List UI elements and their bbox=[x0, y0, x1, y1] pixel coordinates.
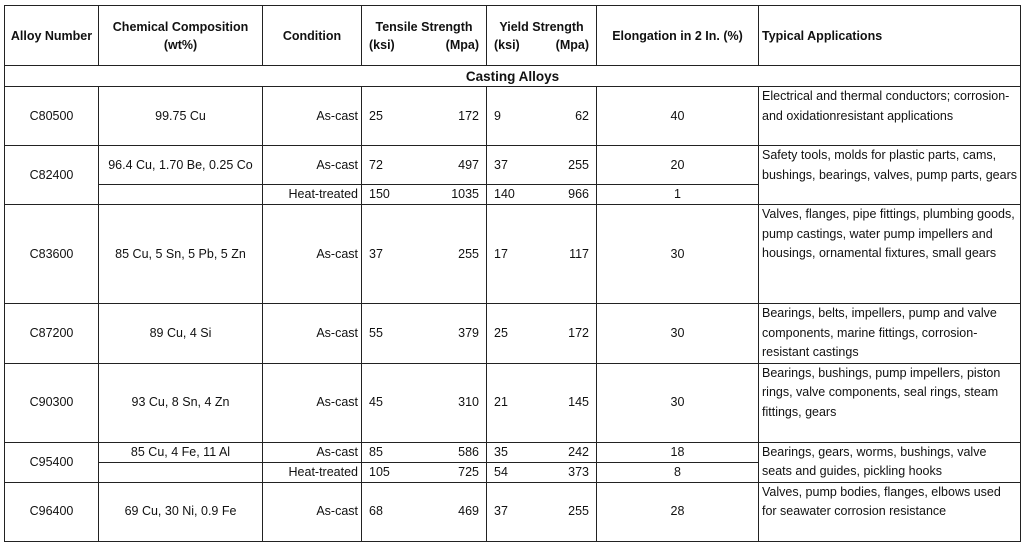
cell-yield-strength bbox=[487, 363, 597, 442]
cell-alloy-number: C80500 bbox=[5, 87, 99, 146]
cell-yield-strength bbox=[487, 442, 597, 462]
table-row bbox=[5, 482, 1021, 541]
cell-alloy-number: C95400 bbox=[5, 442, 99, 482]
cell-tensile-ksi: 55 bbox=[369, 325, 383, 340]
cell-yield-strength bbox=[487, 185, 597, 205]
cell-yield-mpa: 255 bbox=[568, 504, 589, 518]
cell-yield-ksi: 140 bbox=[494, 187, 515, 201]
cell-yield-mpa: 62 bbox=[575, 108, 589, 123]
cell-yield-strength bbox=[487, 205, 597, 304]
cell-tensile-ksi: 68 bbox=[369, 504, 383, 518]
cell-tensile-strength bbox=[362, 363, 487, 442]
header-yield-units bbox=[490, 36, 593, 54]
cell-elongation: 28 bbox=[597, 482, 759, 541]
cell-tensile-mpa: 586 bbox=[458, 444, 479, 459]
table-row bbox=[5, 87, 1021, 146]
cell-tensile-ksi: 25 bbox=[369, 108, 383, 123]
cell-yield-mpa: 966 bbox=[568, 187, 589, 201]
cell-elongation: 40 bbox=[597, 87, 759, 146]
header-tensile-ksi: (ksi) bbox=[369, 37, 395, 52]
cell-tensile-strength bbox=[362, 462, 487, 482]
cell-yield-mpa: 242 bbox=[568, 444, 589, 459]
cell-elongation: 30 bbox=[597, 304, 759, 364]
cell-condition: As-cast bbox=[263, 304, 362, 364]
header-elongation: Elongation in 2 In. (%) bbox=[597, 6, 759, 66]
header-typical-applications: Typical Applications bbox=[759, 6, 1021, 66]
cell-alloy-number: C96400 bbox=[5, 482, 99, 541]
header-yield-ksi: (ksi) bbox=[494, 37, 520, 52]
cell-condition: Heat-treated bbox=[263, 185, 362, 205]
cell-tensile-mpa: 310 bbox=[458, 395, 479, 409]
cell-yield-strength bbox=[487, 482, 597, 541]
cell-yield-ksi: 17 bbox=[494, 246, 508, 261]
cell-yield-ksi: 37 bbox=[494, 504, 508, 518]
cell-composition: 85 Cu, 4 Fe, 11 Al bbox=[99, 442, 263, 462]
cell-yield-ksi: 54 bbox=[494, 464, 508, 479]
cell-elongation: 30 bbox=[597, 205, 759, 304]
cell-tensile-strength bbox=[362, 87, 487, 146]
cell-alloy-number: C82400 bbox=[5, 146, 99, 205]
cell-composition: 89 Cu, 4 Si bbox=[99, 304, 263, 364]
cell-typical-applications: Bearings, bushings, pump impellers, piston rings, valve components, seal rings, steam fittings, gears bbox=[759, 363, 1021, 442]
section-row bbox=[5, 66, 1021, 87]
cell-condition: As-cast bbox=[263, 87, 362, 146]
cell-tensile-ksi: 85 bbox=[369, 444, 383, 459]
header-tensile-mpa: (Mpa) bbox=[445, 37, 479, 52]
cell-tensile-mpa: 172 bbox=[458, 108, 479, 123]
header-tensile-strength bbox=[362, 6, 487, 66]
cell-elongation: 30 bbox=[597, 363, 759, 442]
cell-typical-applications: Safety tools, molds for plastic parts, cams, bushings, bearings, valves, pump parts, gears bbox=[759, 146, 1021, 205]
table-row bbox=[5, 205, 1021, 304]
header-tensile-title: Tensile Strength bbox=[375, 19, 473, 34]
cell-alloy-number: C87200 bbox=[5, 304, 99, 364]
cell-yield-ksi: 21 bbox=[494, 395, 508, 409]
cell-yield-mpa: 145 bbox=[568, 395, 589, 409]
cell-elongation: 8 bbox=[597, 462, 759, 482]
table-row bbox=[5, 363, 1021, 442]
cell-typical-applications: Bearings, belts, impellers, pump and valve components, marine fittings, corrosion-resistant castings bbox=[759, 304, 1021, 364]
header-alloy-number: Alloy Number bbox=[5, 6, 99, 66]
header-yield-strength bbox=[487, 6, 597, 66]
cell-condition: As-cast bbox=[263, 482, 362, 541]
cell-tensile-mpa: 255 bbox=[458, 246, 479, 261]
cell-composition: 93 Cu, 8 Sn, 4 Zn bbox=[99, 363, 263, 442]
cell-typical-applications: Electrical and thermal conductors; corrosion- and oxidationresistant applications bbox=[759, 87, 1021, 146]
cell-condition: Heat-treated bbox=[263, 462, 362, 482]
cell-condition: As-cast bbox=[263, 442, 362, 462]
cell-composition bbox=[99, 462, 263, 482]
cell-tensile-mpa: 725 bbox=[458, 464, 479, 479]
cell-yield-ksi: 37 bbox=[494, 157, 508, 172]
table-row bbox=[5, 442, 1021, 462]
cell-yield-strength bbox=[487, 87, 597, 146]
header-condition: Condition bbox=[263, 6, 362, 66]
cell-yield-mpa: 255 bbox=[568, 157, 589, 172]
cell-yield-strength bbox=[487, 462, 597, 482]
cell-typical-applications: Bearings, gears, worms, bushings, valve seats and guides, pickling hooks bbox=[759, 442, 1021, 482]
cell-yield-strength bbox=[487, 146, 597, 185]
cell-composition: 99.75 Cu bbox=[99, 87, 263, 146]
header-tensile-units bbox=[365, 36, 483, 54]
cell-yield-ksi: 25 bbox=[494, 325, 508, 340]
alloy-table-container bbox=[4, 5, 1021, 542]
cell-tensile-strength bbox=[362, 146, 487, 185]
cell-tensile-strength bbox=[362, 185, 487, 205]
cell-tensile-mpa: 1035 bbox=[451, 187, 479, 201]
cell-tensile-mpa: 497 bbox=[458, 157, 479, 172]
cell-tensile-strength bbox=[362, 205, 487, 304]
cell-tensile-ksi: 150 bbox=[369, 187, 390, 201]
cell-yield-mpa: 373 bbox=[568, 464, 589, 479]
casting-alloys-table bbox=[4, 5, 1021, 542]
cell-composition bbox=[99, 185, 263, 205]
table-row bbox=[5, 146, 1021, 185]
cell-yield-ksi: 9 bbox=[494, 108, 501, 123]
header-chemical-composition: Chemical Composition (wt%) bbox=[99, 6, 263, 66]
cell-yield-mpa: 117 bbox=[569, 246, 589, 261]
cell-composition: 69 Cu, 30 Ni, 0.9 Fe bbox=[99, 482, 263, 541]
cell-alloy-number: C90300 bbox=[5, 363, 99, 442]
cell-tensile-mpa: 469 bbox=[458, 504, 479, 518]
cell-tensile-ksi: 37 bbox=[369, 246, 383, 261]
cell-typical-applications: Valves, flanges, pipe fittings, plumbing goods, pump castings, water pump impellers and housings, ornamental fixtures, small gears bbox=[759, 205, 1021, 304]
cell-alloy-number: C83600 bbox=[5, 205, 99, 304]
header-yield-mpa: (Mpa) bbox=[555, 37, 589, 52]
cell-yield-mpa: 172 bbox=[568, 325, 589, 340]
cell-elongation: 18 bbox=[597, 442, 759, 462]
table-row bbox=[5, 304, 1021, 364]
header-yield-title: Yield Strength bbox=[499, 19, 584, 34]
cell-condition: As-cast bbox=[263, 363, 362, 442]
cell-elongation: 20 bbox=[597, 146, 759, 185]
cell-elongation: 1 bbox=[597, 185, 759, 205]
cell-tensile-strength bbox=[362, 482, 487, 541]
cell-typical-applications: Valves, pump bodies, flanges, elbows used for seawater corrosion resistance bbox=[759, 482, 1021, 541]
cell-tensile-ksi: 105 bbox=[369, 464, 390, 479]
cell-condition: As-cast bbox=[263, 146, 362, 185]
cell-yield-ksi: 35 bbox=[494, 444, 508, 459]
header-row bbox=[5, 6, 1021, 66]
cell-composition: 96.4 Cu, 1.70 Be, 0.25 Co bbox=[99, 146, 263, 185]
cell-condition: As-cast bbox=[263, 205, 362, 304]
cell-tensile-strength bbox=[362, 304, 487, 364]
section-title: Casting Alloys bbox=[5, 66, 1021, 87]
cell-tensile-ksi: 45 bbox=[369, 395, 383, 409]
cell-tensile-ksi: 72 bbox=[369, 157, 383, 172]
cell-tensile-strength bbox=[362, 442, 487, 462]
cell-composition: 85 Cu, 5 Sn, 5 Pb, 5 Zn bbox=[99, 205, 263, 304]
cell-tensile-mpa: 379 bbox=[458, 325, 479, 340]
cell-yield-strength bbox=[487, 304, 597, 364]
